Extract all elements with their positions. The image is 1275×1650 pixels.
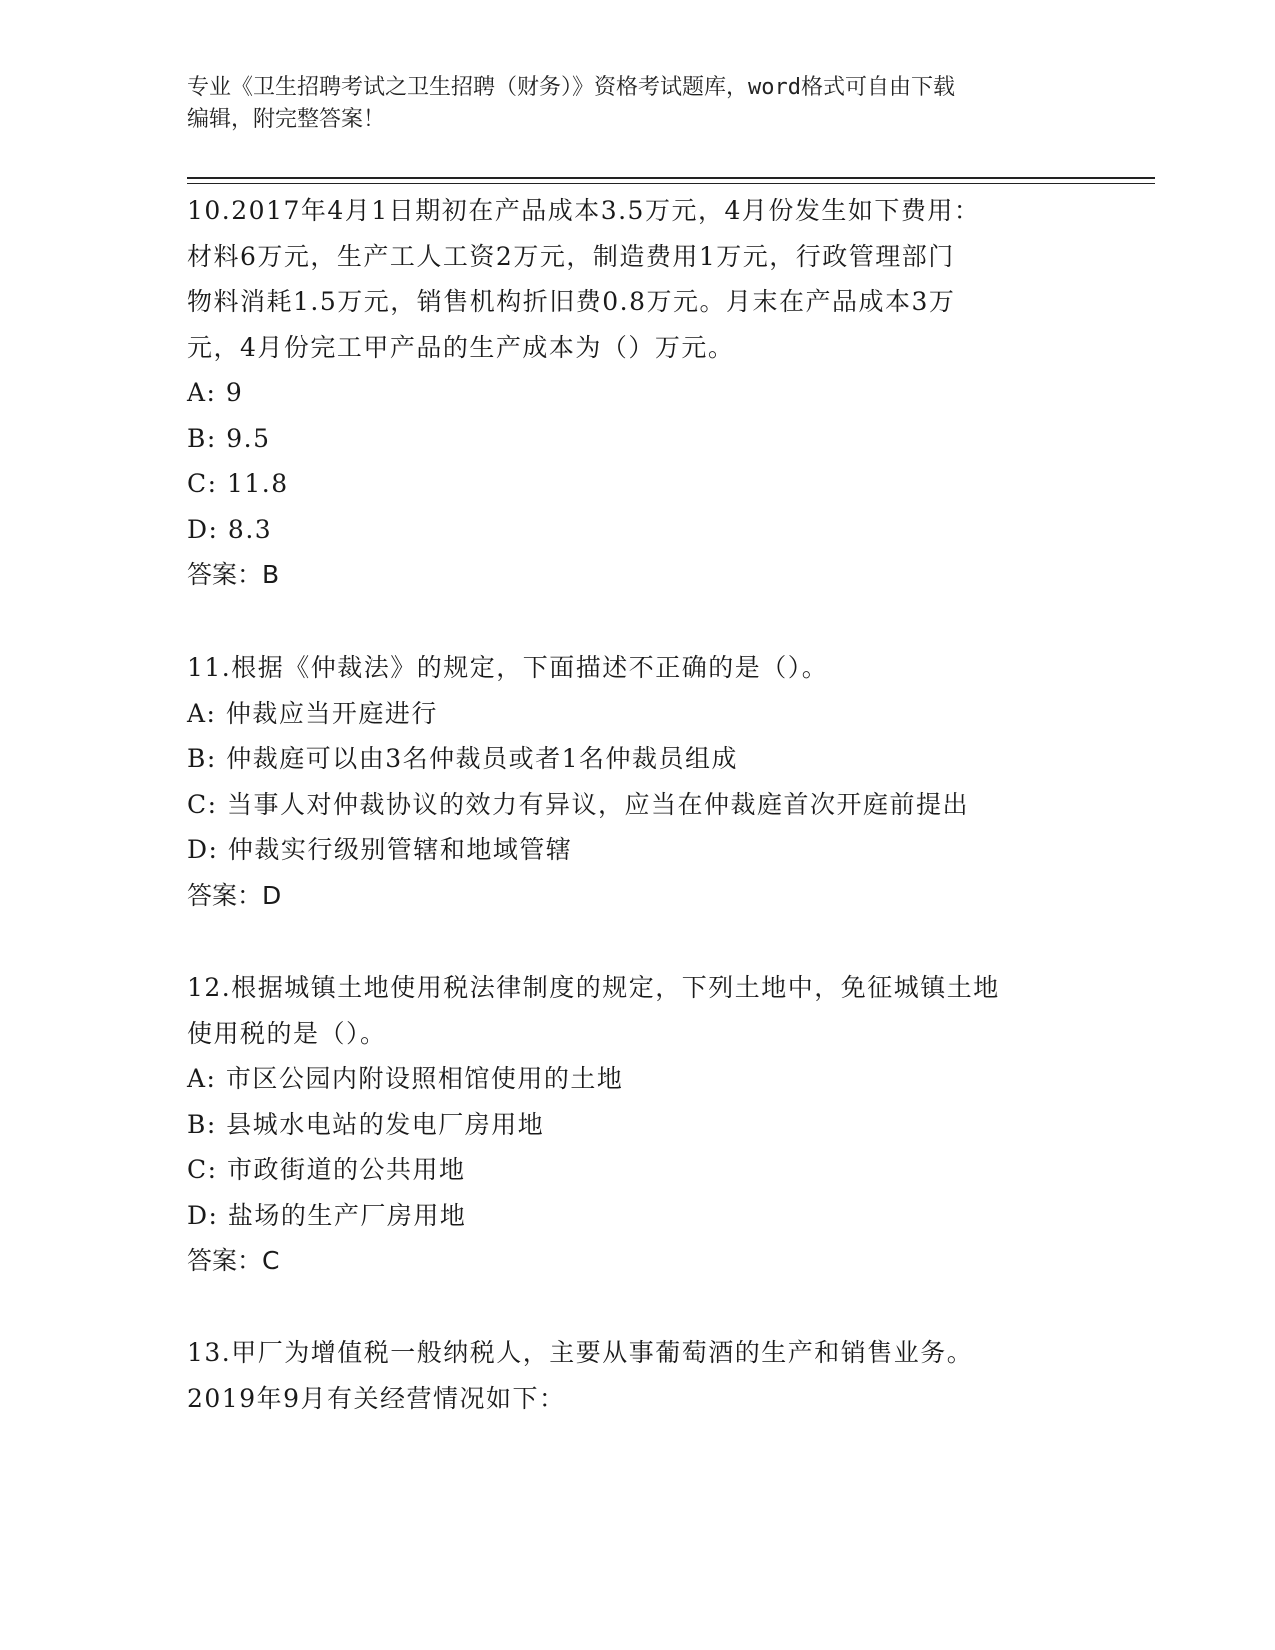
option-d: D: 盐场的生产厂房用地 xyxy=(187,1200,467,1230)
option-c: C: 市政街道的公共用地 xyxy=(187,1155,466,1184)
question-stem xyxy=(187,645,1107,691)
answer: 答案：D xyxy=(187,880,282,910)
header-rule-thin xyxy=(187,183,1155,184)
stem-line: 12.根据城镇土地使用税法律制度的规定，下列土地中，免征城镇土地 xyxy=(187,973,1000,1002)
option-b: B: 县城水电站的发电厂房用地 xyxy=(187,1109,545,1139)
question-stem xyxy=(187,1330,1107,1421)
option-d: D: 仲裁实行级别管辖和地域管辖 xyxy=(187,835,573,864)
header-rule-thick xyxy=(187,177,1155,179)
stem-line: 使用税的是（）。 xyxy=(187,1018,387,1048)
question-stem xyxy=(187,188,1107,370)
answer: 答案：B xyxy=(187,560,280,589)
question-10 xyxy=(187,188,1107,598)
question-11 xyxy=(187,645,1107,918)
stem-line: 13.甲厂为增值税一般纳税人，主要从事葡萄酒的生产和销售业务。 xyxy=(187,1338,974,1367)
stem-line: 材料6万元，生产工人工资2万元，制造费用1万元，行政管理部门 xyxy=(187,241,955,271)
question-12 xyxy=(187,965,1107,1284)
header-line-1: 专业《卫生招聘考试之卫生招聘（财务）》资格考试题库，word格式可自由下载 xyxy=(187,75,955,100)
option-b: B: 9.5 xyxy=(187,423,271,453)
stem-line: 物料消耗1.5万元，销售机构折旧费0.8万元。月末在产品成本3万 xyxy=(187,287,956,316)
option-b: B: 仲裁庭可以由3名仲裁员或者1名仲裁员组成 xyxy=(187,744,739,773)
stem-line: 11.根据《仲裁法》的规定，下面描述不正确的是（）。 xyxy=(187,653,829,682)
option-d: D: 8.3 xyxy=(187,514,273,544)
stem-line: 元，4月份完工甲产品的生产成本为（）万元。 xyxy=(187,332,735,362)
question-stem xyxy=(187,965,1107,1056)
document-header xyxy=(187,72,1087,136)
option-a: A: 市区公园内附设照相馆使用的土地 xyxy=(187,1064,624,1093)
option-a: A: 仲裁应当开庭进行 xyxy=(187,698,438,728)
option-a: A: 9 xyxy=(187,378,244,407)
stem-line: 2019年9月有关经营情况如下： xyxy=(187,1383,566,1413)
stem-line: 10.2017年4月1日期初在产品成本3.5万元，4月份发生如下费用： xyxy=(187,196,981,225)
option-c: C: 当事人对仲裁协议的效力有异议，应当在仲裁庭首次开庭前提出 xyxy=(187,789,970,819)
answer: 答案：C xyxy=(187,1246,280,1275)
header-line-2: 编辑，附完整答案！ xyxy=(187,107,386,132)
question-13 xyxy=(187,1330,1107,1421)
option-c: C: 11.8 xyxy=(187,469,289,498)
